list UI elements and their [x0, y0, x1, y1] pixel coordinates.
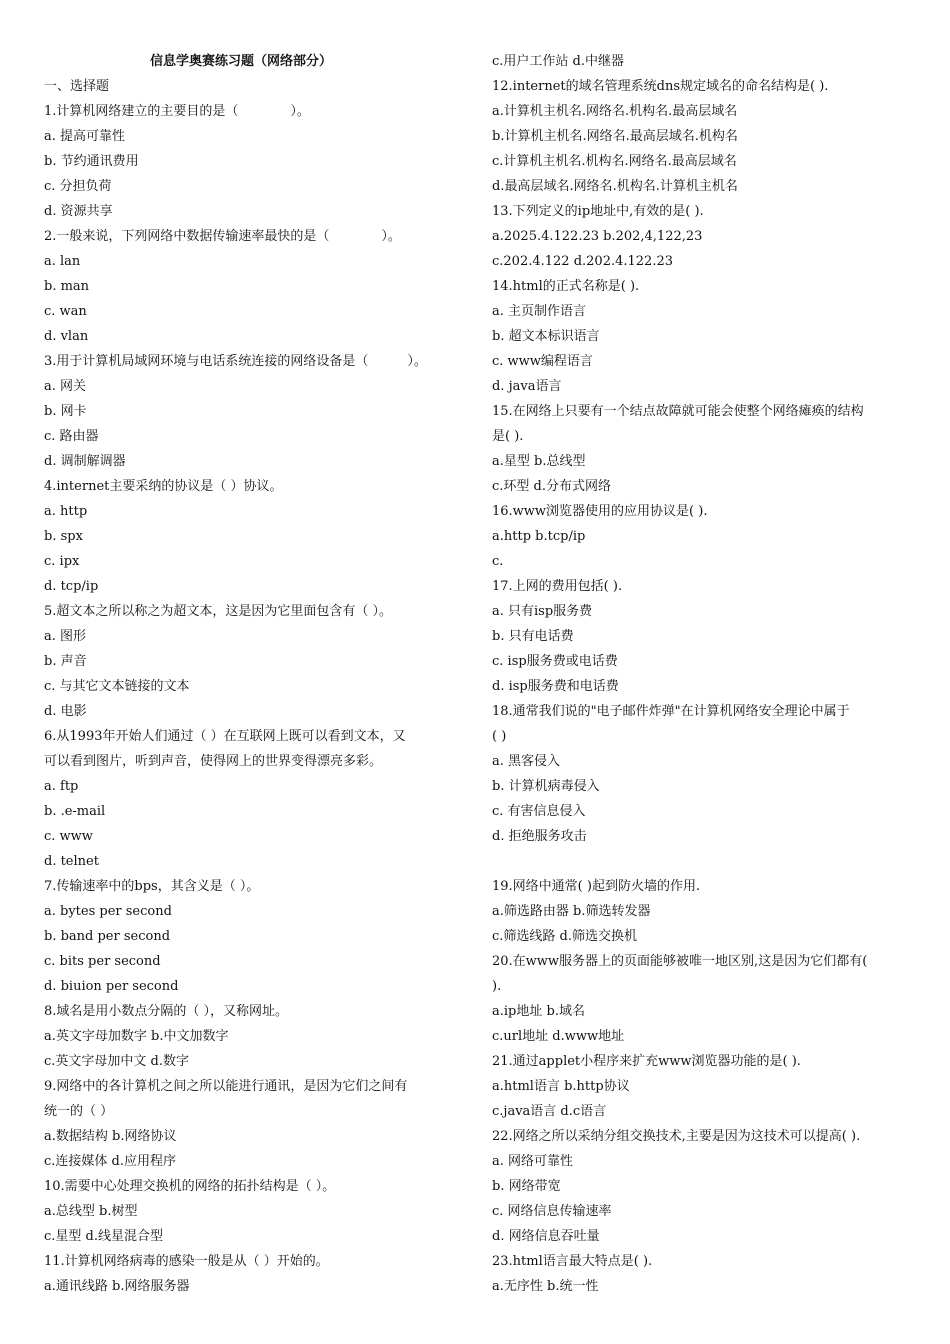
text-line: a.英文字母加数字 b.中文加数字 — [44, 1029, 229, 1044]
text-line: a.星型 b.总线型 — [492, 454, 586, 469]
text-line: a. bytes per second — [44, 904, 172, 919]
text-line: c. www — [44, 829, 93, 844]
text-line: c. bits per second — [44, 954, 161, 969]
text-line: d. vlan — [44, 329, 89, 344]
text-line: d.最高层域名.网络名.机构名.计算机主机名 — [492, 179, 738, 194]
text-line: c. www编程语言 — [492, 354, 593, 369]
text-line: 19.网络中通常( )起到防火墙的作用. — [492, 879, 701, 894]
text-line: 18.通常我们说的"电子邮件炸弹"在计算机网络安全理论中属于 — [492, 704, 850, 719]
text-line: b. 网络带宽 — [492, 1179, 561, 1194]
text-line: a.总线型 b.树型 — [44, 1204, 138, 1219]
text-line: 统一的（ ） — [44, 1104, 114, 1119]
text-line: d. 网络信息吞吐量 — [492, 1229, 600, 1244]
text-line: b. man — [44, 279, 90, 294]
text-line: c.连接媒体 d.应用程序 — [44, 1154, 176, 1169]
text-line: a.ip地址 b.域名 — [492, 1004, 585, 1019]
text-line: a. 图形 — [44, 629, 87, 644]
text-line: 是( ). — [492, 429, 524, 444]
left-column — [44, 49, 464, 1299]
text-line: 可以看到图片，听到声音，使得网上的世界变得漂亮多彩。 — [44, 754, 383, 769]
text-line: 23.html语言最大特点是( ). — [492, 1254, 653, 1269]
text-line: b. 声音 — [44, 654, 87, 669]
text-line: a.筛选路由器 b.筛选转发器 — [492, 904, 651, 919]
text-line: 10.需要中心处理交换机的网络的拓扑结构是（ ）。 — [44, 1179, 336, 1194]
text-line: d. java语言 — [492, 379, 562, 394]
text-line: d. 拒绝服务攻击 — [492, 829, 587, 844]
text-line: c.java语言 d.c语言 — [492, 1104, 607, 1119]
text-line: d. 调制解调器 — [44, 454, 126, 469]
text-line: b. 只有电话费 — [492, 629, 574, 644]
text-line: 1.计算机网络建立的主要目的是（ ）。 — [44, 104, 310, 119]
text-line: 16.www浏览器使用的应用协议是( ). — [492, 504, 708, 519]
text-line: c. isp服务费或电话费 — [492, 654, 618, 669]
text-line: 3.用于计算机局域网环境与电话系统连接的网络设备是（ ）。 — [44, 354, 427, 369]
text-line: 4.internet主要采纳的协议是（ ）协议。 — [44, 479, 283, 494]
text-line: a.2025.4.122.23 b.202,4,122,23 — [492, 229, 703, 244]
text-line: c.筛选线路 d.筛选交换机 — [492, 929, 637, 944]
text-line: b. 网卡 — [44, 404, 87, 419]
text-line: 8.域名是用小数点分隔的（ ），又称网址。 — [44, 1004, 289, 1019]
text-line: c. 路由器 — [44, 429, 99, 444]
text-line: c.url地址 d.www地址 — [492, 1029, 625, 1044]
text-line: b. .e-mail — [44, 804, 106, 819]
text-line: 5.超文本之所以称之为超文本，这是因为它里面包含有（ ）。 — [44, 604, 393, 619]
text-line: a. 主页制作语言 — [492, 304, 587, 319]
text-line: 13.下列定义的ip地址中,有效的是( ). — [492, 204, 704, 219]
text-line: 17.上网的费用包括( ). — [492, 579, 623, 594]
text-line: c. 网络信息传输速率 — [492, 1204, 612, 1219]
text-line: 6.从1993年开始人们通过（ ）在互联网上既可以看到文本，又 — [44, 729, 406, 744]
text-line: ). — [492, 979, 502, 994]
text-line: c. wan — [44, 304, 87, 319]
text-line: c.202.4.122 d.202.4.122.23 — [492, 254, 673, 269]
text-line: c.环型 d.分布式网络 — [492, 479, 611, 494]
text-line: a. 提高可靠性 — [44, 129, 126, 144]
text-line: c.用户工作站 d.中继器 — [492, 54, 624, 69]
text-line: b. 计算机病毒侵入 — [492, 779, 600, 794]
blank-line — [492, 849, 912, 874]
text-line: b. band per second — [44, 929, 171, 944]
text-line: d. 资源共享 — [44, 204, 113, 219]
text-line: a. http — [44, 504, 88, 519]
text-line: 一、选择题 — [44, 79, 110, 94]
text-line: 12.internet的域名管理系统dns规定域名的命名结构是( ). — [492, 79, 829, 94]
text-line: d. biuion per second — [44, 979, 179, 994]
text-line: a.无序性 b.统一性 — [492, 1279, 599, 1294]
text-line: c. — [492, 554, 504, 569]
text-line: 11.计算机网络病毒的感染一般是从（ ）开始的。 — [44, 1254, 329, 1269]
text-line: d. isp服务费和电话费 — [492, 679, 619, 694]
text-line: a. lan — [44, 254, 81, 269]
text-line: 20.在www服务器上的页面能够被唯一地区别,这是因为它们都有( — [492, 954, 868, 969]
text-line: a. 网络可靠性 — [492, 1154, 574, 1169]
text-line: a. 黑客侵入 — [492, 754, 561, 769]
text-line: 2.一般来说，下列网络中数据传输速率最快的是（ ）。 — [44, 229, 401, 244]
text-line: a.http b.tcp/ip — [492, 529, 586, 544]
text-line: b.计算机主机名.网络名.最高层域名.机构名 — [492, 129, 738, 144]
text-line: a. 只有isp服务费 — [492, 604, 593, 619]
right-column — [492, 49, 912, 1299]
text-line: c. 与其它文本链接的文本 — [44, 679, 190, 694]
document-title: 信息学奥赛练习题（网络部分） — [150, 54, 333, 69]
text-line: 15.在网络上只要有一个结点故障就可能会使整个网络瘫痪的结构 — [492, 404, 864, 419]
text-line: a. 网关 — [44, 379, 87, 394]
text-line: a. ftp — [44, 779, 79, 794]
text-line: 22.网络之所以采纳分组交换技术,主要是因为这技术可以提高( ). — [492, 1129, 861, 1144]
text-line: c. ipx — [44, 554, 80, 569]
text-line: b. 超文本标识语言 — [492, 329, 600, 344]
text-line: 14.html的正式名称是( ). — [492, 279, 640, 294]
text-line: b. spx — [44, 529, 83, 544]
text-line: b. 节约通讯费用 — [44, 154, 139, 169]
text-line: d. telnet — [44, 854, 99, 869]
text-line: ( ) — [492, 729, 507, 744]
text-line: c.星型 d.线星混合型 — [44, 1229, 163, 1244]
text-line: c. 分担负荷 — [44, 179, 112, 194]
text-line: 9.网络中的各计算机之间之所以能进行通讯，是因为它们之间有 — [44, 1079, 408, 1094]
text-line: c.英文字母加中文 d.数字 — [44, 1054, 189, 1069]
text-line: c.计算机主机名.机构名.网络名.最高层域名 — [492, 154, 737, 169]
text-line: a.数据结构 b.网络协议 — [44, 1129, 177, 1144]
text-line: a.计算机主机名.网络名.机构名.最高层域名 — [492, 104, 738, 119]
text-line: c. 有害信息侵入 — [492, 804, 586, 819]
text-line: a.通讯线路 b.网络服务器 — [44, 1279, 190, 1294]
text-line: d. 电影 — [44, 704, 87, 719]
text-line: 21.通过applet小程序来扩充www浏览器功能的是( ). — [492, 1054, 801, 1069]
text-line: d. tcp/ip — [44, 579, 99, 594]
text-line: 7.传输速率中的bps，其含义是（ ）。 — [44, 879, 260, 894]
text-line: a.html语言 b.http协议 — [492, 1079, 630, 1094]
